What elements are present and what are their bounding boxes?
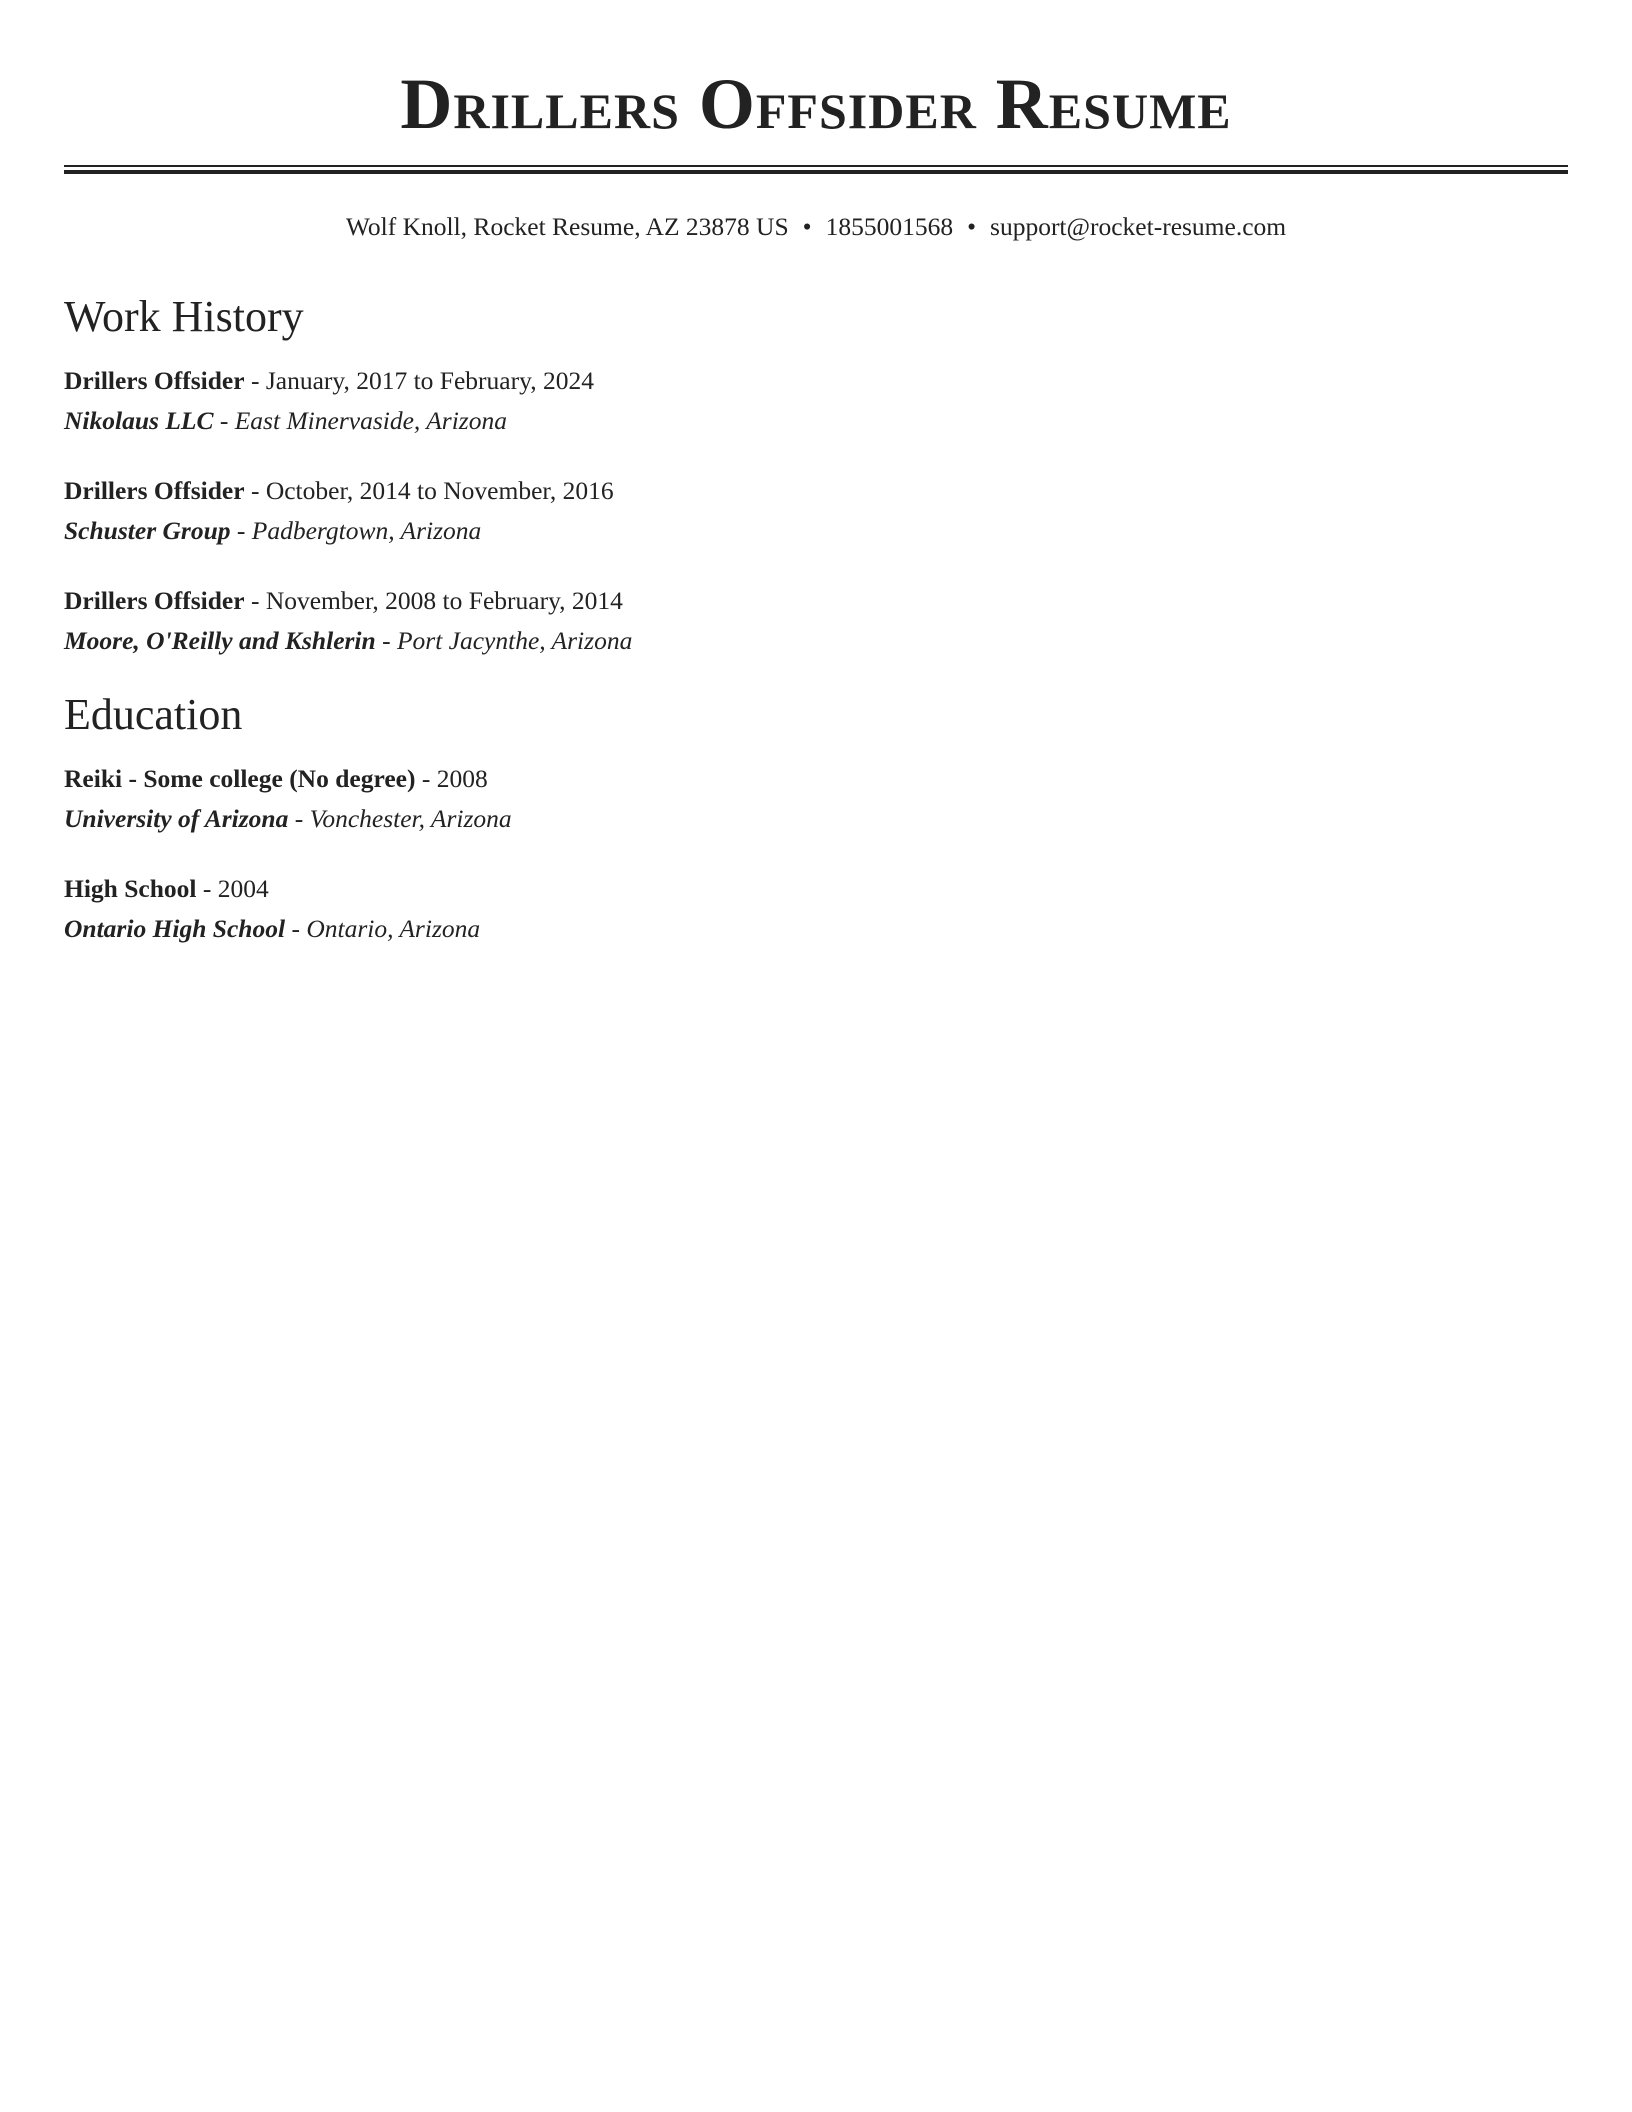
education-heading: Education (64, 690, 243, 739)
education-entry-school: University of Arizona - Vonchester, Arizona (64, 804, 512, 833)
education-entry-header: Reiki - Some college (No degree) - 2008 (64, 764, 488, 793)
company-location: Padbergtown, Arizona (251, 516, 482, 545)
work-entry (64, 361, 1568, 441)
education-entry-header: High School - 2004 (64, 874, 269, 903)
work-entry-employer: Nikolaus LLC - East Minervaside, Arizona (64, 406, 507, 435)
work-entry-header: Drillers Offsider - November, 2008 to February, 2014 (64, 586, 623, 615)
work-entry-employer: Schuster Group - Padbergtown, Arizona (64, 516, 482, 545)
education-entry-school: Ontario High School - Ontario, Arizona (64, 914, 481, 943)
contact-email: support@rocket-resume.com (990, 212, 1287, 241)
job-position: Drillers Offsider (64, 586, 245, 615)
school-name: University of Arizona (64, 804, 289, 833)
resume-title: Drillers Offsider Resume (400, 64, 1232, 144)
education-entry (64, 869, 1568, 949)
degree-name: Reiki - Some college (No degree) (64, 764, 416, 793)
work-entry-header: Drillers Offsider - October, 2014 to November, 2016 (64, 476, 614, 505)
degree-name: High School (64, 874, 197, 903)
contact-separator: • (967, 212, 977, 241)
work-entry (64, 581, 1568, 661)
graduation-year: 2004 (217, 874, 269, 903)
contact-separator: • (802, 212, 812, 241)
title-divider (64, 165, 1568, 174)
company-location: Port Jacynthe, Arizona (396, 626, 633, 655)
education-entry (64, 759, 1568, 839)
work-entry-employer: Moore, O'Reilly and Kshlerin - Port Jacynthe, Arizona (64, 626, 633, 655)
school-location: Vonchester, Arizona (309, 804, 512, 833)
contact-address: Wolf Knoll, Rocket Resume, AZ 23878 US (345, 212, 789, 241)
contact-line (64, 209, 1568, 245)
work-entry (64, 471, 1568, 551)
contact-phone: 1855001568 (825, 212, 954, 241)
job-dates: November, 2008 to February, 2014 (265, 586, 623, 615)
work-history-heading: Work History (64, 292, 304, 341)
school-name: Ontario High School (64, 914, 286, 943)
company-name: Nikolaus LLC (64, 406, 214, 435)
job-position: Drillers Offsider (64, 476, 245, 505)
work-entry-header: Drillers Offsider - January, 2017 to February, 2024 (64, 366, 594, 395)
company-name: Moore, O'Reilly and Kshlerin (64, 626, 376, 655)
job-position: Drillers Offsider (64, 366, 245, 395)
graduation-year: 2008 (436, 764, 488, 793)
company-location: East Minervaside, Arizona (234, 406, 507, 435)
school-location: Ontario, Arizona (306, 914, 481, 943)
job-dates: January, 2017 to February, 2024 (265, 366, 594, 395)
job-dates: October, 2014 to November, 2016 (265, 476, 614, 505)
company-name: Schuster Group (64, 516, 231, 545)
